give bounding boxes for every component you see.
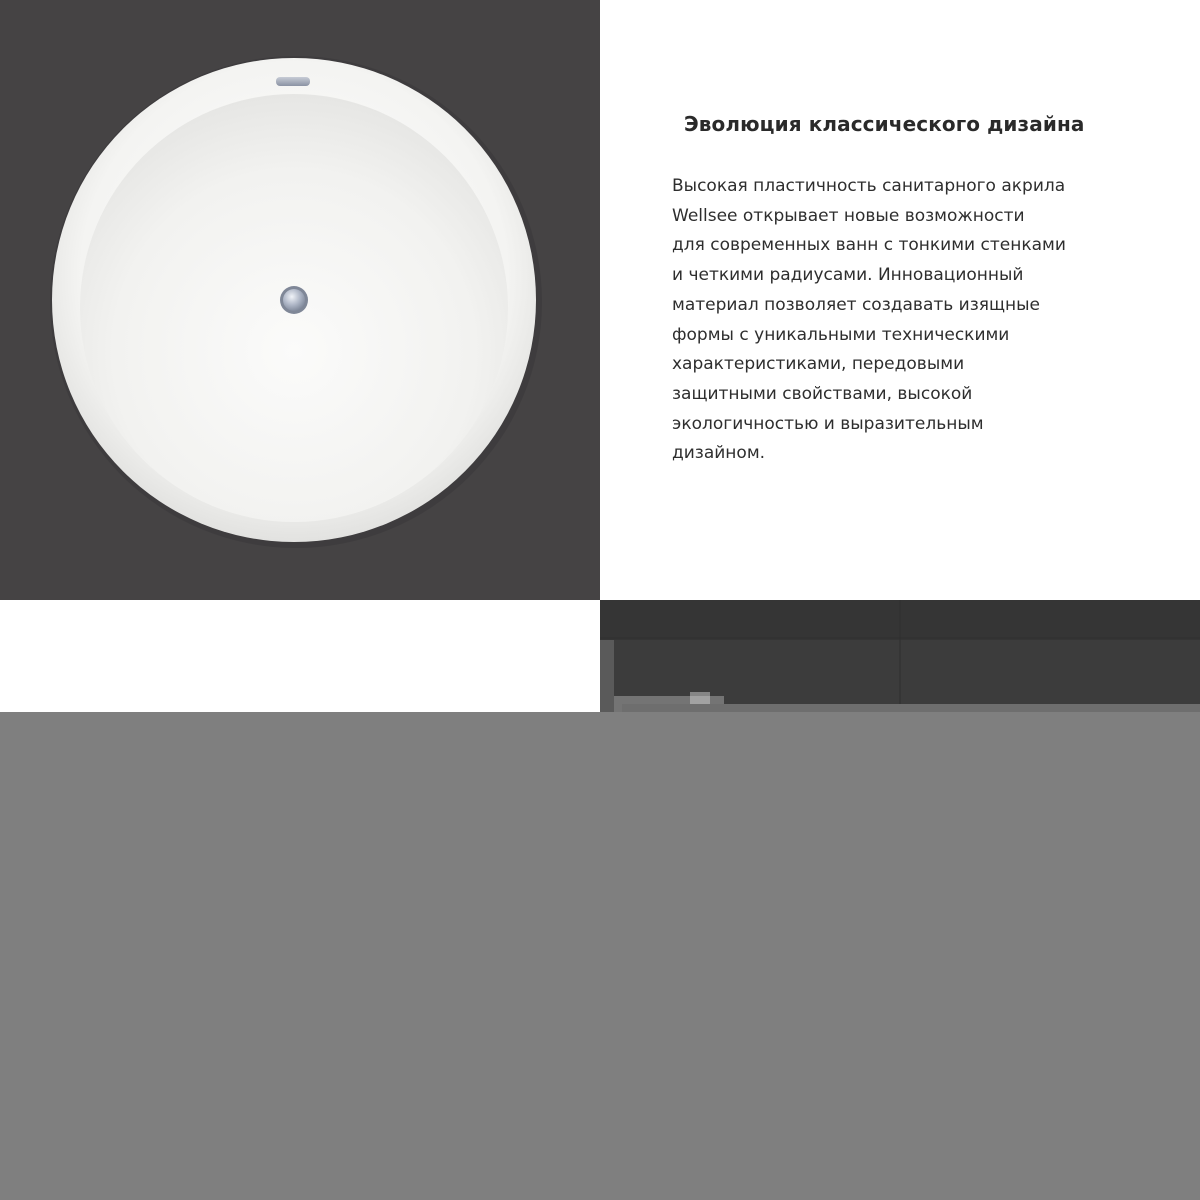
- interior-photo-illustration: [600, 600, 1200, 712]
- description-line: материал позволяет создавать изящные: [672, 294, 1041, 315]
- feature-text-panel: [600, 0, 1200, 600]
- description-line: характеристиками, передовыми: [672, 354, 965, 375]
- interior-photo: [600, 600, 1200, 712]
- drain-icon: [283, 289, 305, 311]
- description-line: Wellsee открывает новые возможности: [672, 205, 1025, 226]
- blank-area: [0, 600, 600, 712]
- image-placeholder: [0, 712, 1200, 1200]
- overflow-icon: [276, 77, 310, 86]
- description-line: Высокая пластичность санитарного акрила: [672, 176, 1066, 196]
- bathtub-illustration: [0, 0, 600, 600]
- description-line: формы с уникальными техническими: [672, 324, 1010, 345]
- description-line: и четкими радиусами. Инновационный: [672, 265, 1024, 286]
- feature-description: [672, 172, 1172, 469]
- feature-heading: Эволюция классического дизайна: [684, 112, 1085, 136]
- description-line: экологичностью и выразительным: [672, 413, 984, 434]
- product-image-round-bathtub: [0, 0, 600, 600]
- description-line: защитными свойствами, высокой: [672, 383, 973, 404]
- description-line: для современных ванн с тонкими стенками: [672, 235, 1066, 256]
- description-line: дизайном.: [672, 443, 766, 464]
